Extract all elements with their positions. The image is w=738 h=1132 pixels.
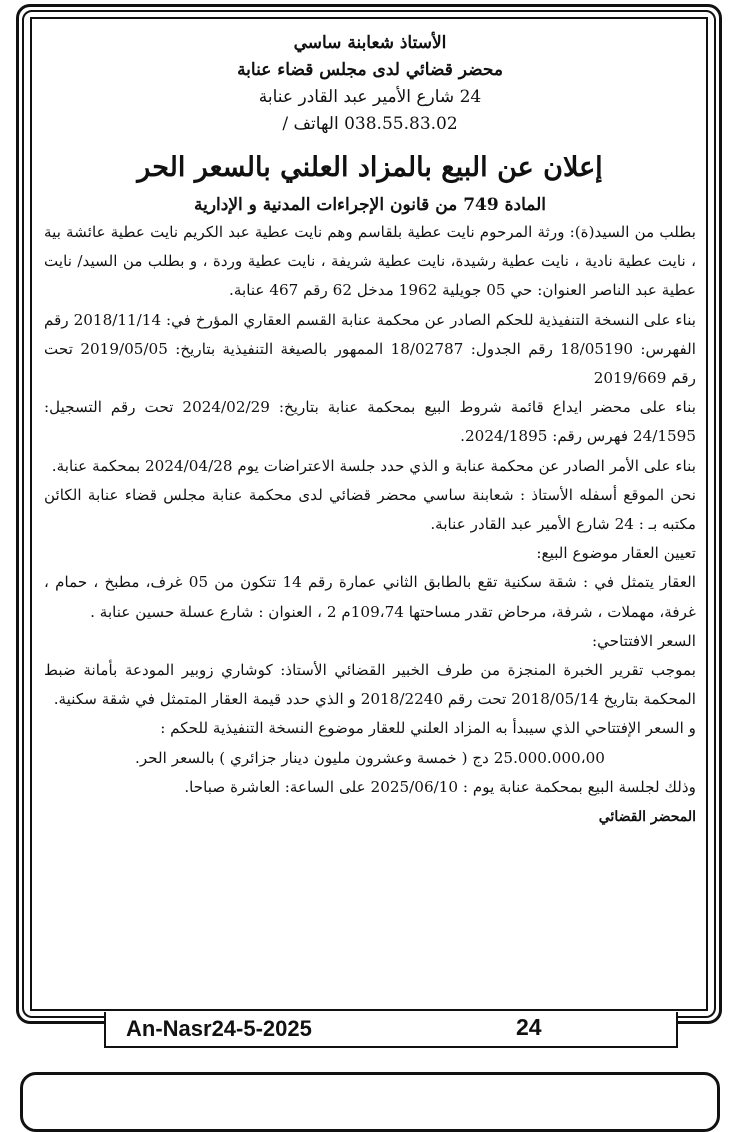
price-line: 25.000.000،00 دج ( خمسة وعشرون مليون دينار جزائري ) بالسعر الحر. <box>135 748 605 767</box>
paragraph-opening-price: و السعر الإفتتاحي الذي سيبدأ به المزاد العلني للعقار موضوع النسخة التنفيذية للحكم : <box>160 719 696 738</box>
price-heading: السعر الافتتاحي: <box>591 631 696 650</box>
signature: المحضر القضائي <box>598 809 696 826</box>
paragraph-objections: بناء على الأمر الصادر عن محكمة عنابة و الذي حدد جلسة الاعتراضات يوم 2024/04/28 بمحكمة عنابة. <box>51 456 696 475</box>
paragraph-bailiff: نحن الموقع أسفله الأستاذ : شعابنة ساسي محضر قضائي لدى محكمة عنابة مجلس قضاء عنابة الكائن مكتبه بـ : 24 شارع الأمير عبد القادر عنابة. <box>44 485 696 534</box>
office-address: 24 شارع الأمير عبد القادر عنابة <box>258 87 482 107</box>
notice-content <box>44 30 696 844</box>
property-heading: تعيين العقار موضوع البيع: <box>536 544 696 563</box>
next-notice-frame <box>20 1072 720 1132</box>
paragraph-judgment: بناء على النسخة التنفيذية للحكم الصادر عن محكمة عنابة القسم العقاري المؤرخ في: 2018/11/14 رقم الفهرس: 18/05190 رقم الجدول: 18/02787 الممهور بالصيغة التنفيذية بتاريخ: 2019/05/05 تحت رقم 2019/669 <box>44 310 696 388</box>
paragraph-conditions: بناء على محضر ايداع قائمة شروط البيع بمحكمة عنابة بتاريخ: 2024/02/29 تحت رقم التسجيل: 24/1595 فهرس رقم: 2024/1895. <box>44 398 696 446</box>
paragraph-requesters: بطلب من السيد(ة): ورثة المرحوم نايت عطية بلقاسم وهم نايت عطية عبد الكريم نايت عطية عائشة بية ، نايت عطية نادية ، نايت عطية رشيدة، نايت عطية شريفة ، نايت عطية وردة ، و بطلب من السيد/ نايت عطية عبد الناصر العنوان: حي 05 جويلية 1962 مدخل 62 رقم 467 عنابة. <box>44 223 696 300</box>
legal-article: المادة 749 من قانون الإجراءات المدنية و الإدارية <box>193 195 547 215</box>
office-phone: 038.55.83.02 الهاتف / <box>282 114 458 134</box>
bailiff-title: محضر قضائي لدى مجلس قضاء عنابة <box>237 60 503 80</box>
page-number: 24 <box>516 1014 542 1040</box>
bailiff-name: الأستاذ شعابنة ساسي <box>293 33 447 53</box>
publication-stamp: An-Nasr24-5-2025 <box>126 1016 312 1041</box>
footer-bar <box>104 1012 678 1048</box>
session-line: وذلك لجلسة البيع بمحكمة عنابة يوم : 2025/06/10 على الساعة: العاشرة صباحا. <box>184 777 696 796</box>
notice-title: إعلان عن البيع بالمزاد العلني بالسعر الحر <box>137 152 603 183</box>
paragraph-expertise: بموجب تقرير الخبرة المنجزة من طرف الخبير القضائي الأستاذ: كوشاري زوبير المودعة بأمانة ضبط المحكمة بتاريخ 2018/05/14 تحت رقم 2018/2240 و الذي حدد قيمة العقار المتمثل في شقة سكنية. <box>44 661 696 709</box>
paragraph-property: العقار يتمثل في : شقة سكنية تقع بالطابق الثاني عمارة رقم 14 تتكون من 05 غرف، مطبخ ، حمام ، غرفة، مهملات ، شرفة، مرحاض تقدر مساحتها 109،74م 2 ، العنوان : شارع عسلة حسين عنابة . <box>44 573 696 621</box>
